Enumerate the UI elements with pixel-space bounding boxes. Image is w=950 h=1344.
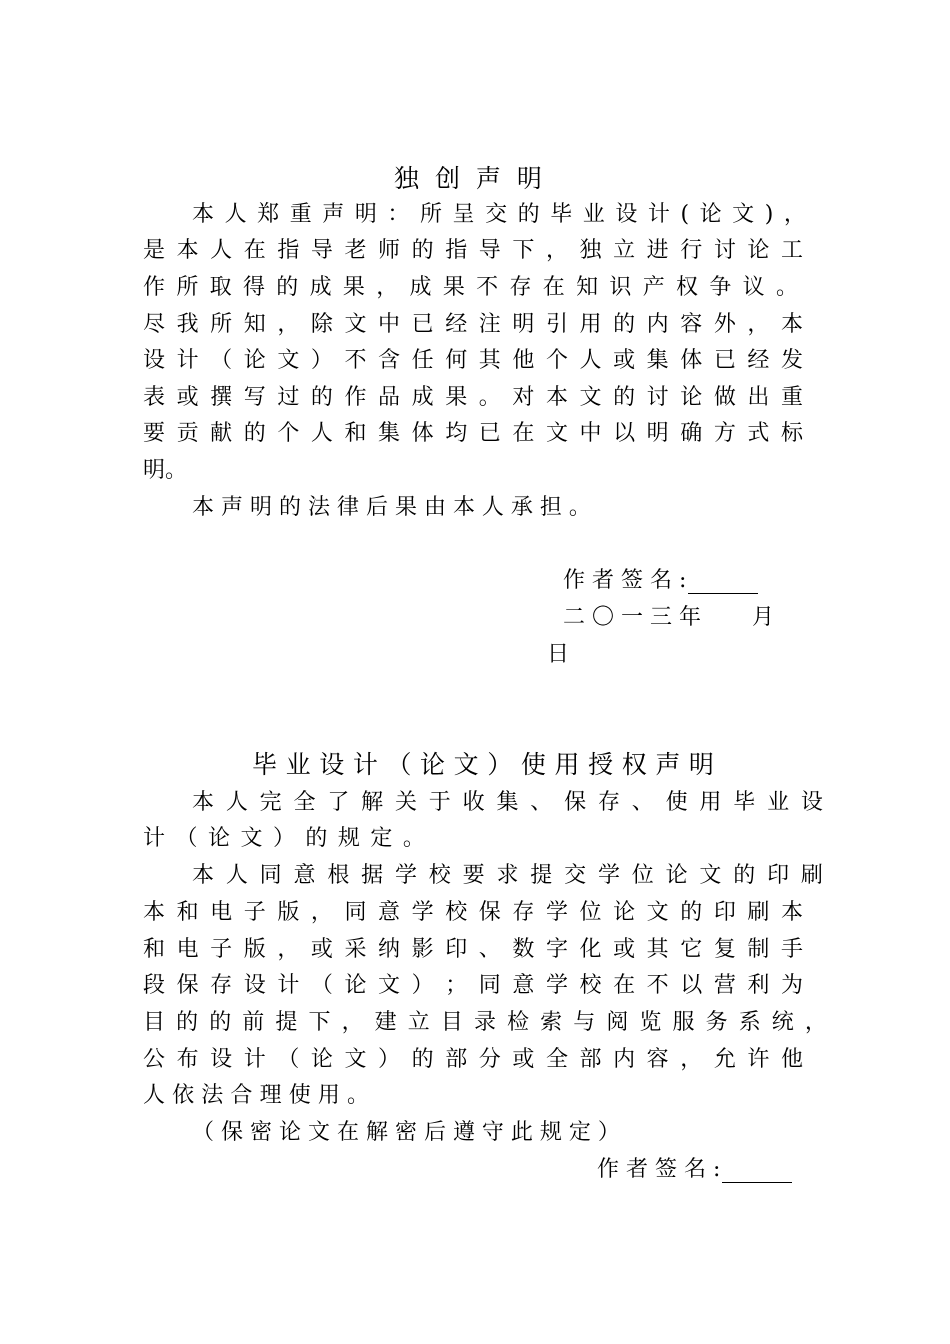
paragraph-line: 本 人 郑 重 声 明 ： 所 呈 交 的 毕 业 设 计 ( 论 文 ) ，	[192, 202, 806, 227]
paragraph-line: 公 布 设 计 （ 论 文 ） 的 部 分 或 全 部 内 容 ， 允 许 他	[143, 1047, 803, 1072]
date-day: 日	[547, 642, 570, 667]
originality-title: 独 创 声 明	[394, 164, 542, 193]
paragraph-line: 明 。	[143, 458, 188, 483]
date-line: 二 〇 一 三 年 月	[563, 605, 774, 630]
paragraph-line: 表 或 撰 写 过 的 作 品 成 果 。 对 本 文 的 讨 论 做 出 重	[143, 385, 803, 410]
author-signature	[563, 568, 758, 594]
paragraph-line: 尽 我 所 知 ， 除 文 中 已 经 注 明 引 用 的 内 容 外 ， 本	[143, 312, 803, 337]
author-signature-2	[597, 1157, 792, 1183]
paragraph-line: 本 和 电 子 版 ， 同 意 学 校 保 存 学 位 论 文 的 印 刷 本	[143, 900, 803, 925]
confidentiality-note: （ 保 密 论 文 在 解 密 后 遵 守 此 规 定 ）	[192, 1120, 620, 1145]
paragraph-line: 人 依 法 合 理 使 用 。	[143, 1083, 369, 1108]
paragraph-line: 段 保 存 设 计 （ 论 文 ） ； 同 意 学 校 在 不 以 营 利 为	[143, 973, 803, 998]
paragraph-line: 设 计 （ 论 文 ） 不 含 任 何 其 他 个 人 或 集 体 已 经 发	[143, 348, 803, 373]
signature-label: 作 者 签 名 :	[563, 568, 687, 593]
paragraph-line: 作 所 取 得 的 成 果 ， 成 果 不 存 在 知 识 产 权 争 议 。	[143, 275, 798, 300]
paragraph-line: 是 本 人 在 指 导 老 师 的 指 导 下 ， 独 立 进 行 讨 论 工	[143, 238, 803, 263]
paragraph-line: 目 的 的 前 提 下 ， 建 立 目 录 检 索 与 阅 览 服 务 系 统 ，	[143, 1010, 827, 1035]
signature-blank	[688, 573, 758, 594]
paragraph-line: 本 人 同 意 根 据 学 校 要 求 提 交 学 位 论 文 的 印 刷	[192, 863, 823, 888]
authorization-title-text: 毕 业 设 计 （ 论 文 ） 使 用 授 权 声 明	[252, 750, 714, 779]
paragraph-line: 计 （ 论 文 ） 的 规 定 。	[143, 826, 425, 851]
signature-blank	[722, 1162, 792, 1183]
signature-label: 作 者 签 名 :	[597, 1157, 721, 1182]
paragraph-line: 本 人 完 全 了 解 关 于 收 集 、 保 存 、 使 用 毕 业 设	[192, 790, 823, 815]
paragraph-line: 要 贡 献 的 个 人 和 集 体 均 已 在 文 中 以 明 确 方 式 标	[143, 421, 803, 446]
authorization-title	[252, 750, 714, 780]
liability-statement: 本 声 明 的 法 律 后 果 由 本 人 承 担 。	[192, 495, 591, 520]
paragraph-line: 和 电 子 版 ， 或 采 纳 影 印 、 数 字 化 或 其 它 复 制 手	[143, 937, 803, 962]
